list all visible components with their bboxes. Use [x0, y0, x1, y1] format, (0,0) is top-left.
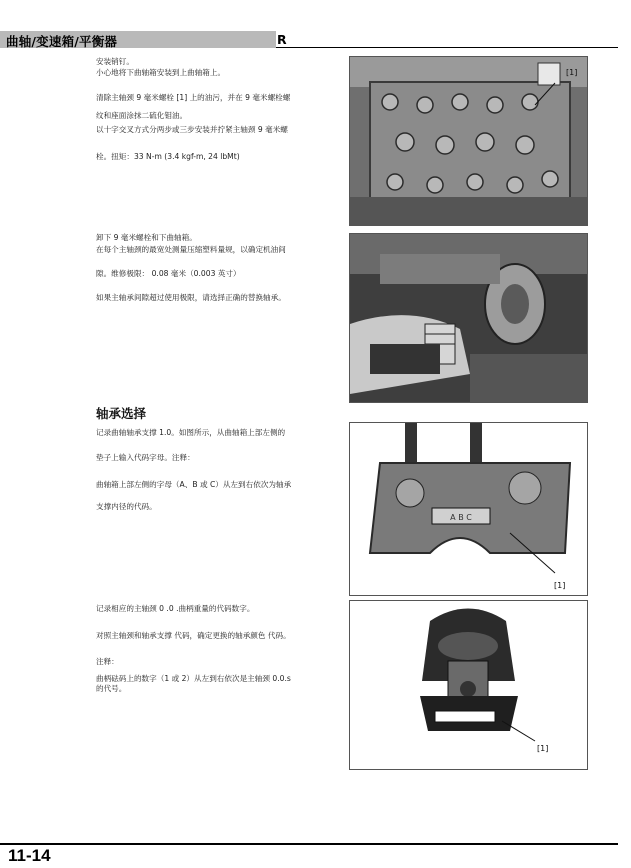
page-number: 11-14	[8, 846, 51, 865]
body-text: 栓。扭矩：33 N-m (3.4 kgf-m, 24 lbMt)	[96, 152, 240, 161]
chapter-title: 曲轴/变速箱/平衡器	[6, 34, 118, 49]
callout-label: [1]	[537, 744, 549, 753]
body-text: 安装销钉。	[96, 57, 134, 66]
body-text: 卸下 9 毫米螺栓和下曲轴箱。	[96, 233, 197, 242]
chapter-title-tail: R	[277, 32, 287, 47]
body-text: 隙。维修极限： 0.08 毫米（0.003 英寸）	[96, 269, 241, 278]
plastigauge-measure-photo	[349, 233, 588, 403]
header-rule	[276, 47, 618, 48]
body-text: 清除主轴颈 9 毫米螺栓 [1] 上的油污，并在 9 毫米螺栓螺	[96, 93, 291, 102]
body-text: 曲轴箱上部左侧的字母（A、B 或 C）从左到右依次为轴承	[96, 480, 292, 489]
body-text: 注释：	[96, 657, 119, 666]
body-text: 记录曲轴轴承支撑 1.0。如图所示，从曲轴箱上部左侧的	[96, 428, 286, 437]
crankcase-bolts-photo	[349, 56, 588, 226]
crankcase-code-photo	[349, 422, 588, 596]
body-text: 垫子上输入代码字母。注释：	[96, 453, 195, 462]
body-text: 支撑内径的代码。	[96, 502, 157, 511]
body-text: 曲柄砝码上的数字（1 或 2）从左到右依次是主轴颈 0.0.s	[96, 674, 291, 683]
callout-label: [1]	[566, 68, 578, 77]
body-text: 的代号。	[96, 684, 127, 693]
footer-rule	[0, 843, 618, 845]
body-text: 记录相应的主轴颈 0 .0 .曲柄重量的代码数字。	[96, 604, 255, 613]
body-text: 对照主轴颈和轴承支撑 代码，确定更换的轴承颜色 代码。	[96, 631, 291, 640]
crank-weight-photo	[349, 600, 588, 770]
svg-text:A B C: A B C	[450, 513, 472, 522]
body-text: 小心地将下曲轴箱安装到上曲轴箱上。	[96, 68, 226, 77]
body-text: 在每个主轴颈的最宽处测量压缩塑料量规，以确定机油间	[96, 245, 286, 254]
body-text: 如果主轴承间隙超过使用极限，请选择正确的替换轴承。	[96, 293, 286, 302]
body-text: 纹和座面涂抹二硫化钼油。	[96, 111, 188, 120]
callout-label: [1]	[554, 581, 566, 590]
section-title: 轴承选择	[96, 406, 147, 421]
body-text: 以十字交叉方式分两步或三步安装并拧紧主轴颈 9 毫米螺	[96, 125, 288, 134]
